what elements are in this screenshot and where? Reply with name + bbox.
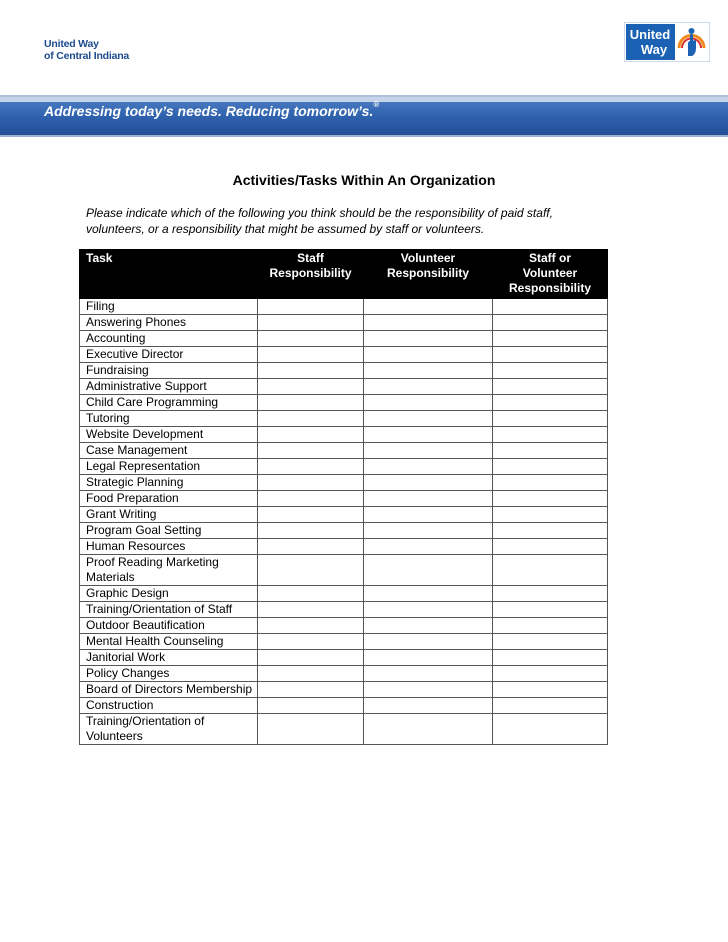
staff-cell[interactable] xyxy=(258,650,364,666)
volunteer-cell[interactable] xyxy=(364,347,493,363)
table-row xyxy=(80,507,608,523)
header-staff-line2: Responsibility xyxy=(269,266,352,280)
volunteer-cell[interactable] xyxy=(364,491,493,507)
staff-or-volunteer-cell[interactable] xyxy=(493,443,608,459)
task-cell: Mental Health Counseling xyxy=(80,634,258,650)
table-row xyxy=(80,539,608,555)
volunteer-cell[interactable] xyxy=(364,523,493,539)
table-row xyxy=(80,634,608,650)
task-cell: Graphic Design xyxy=(80,586,258,602)
volunteer-cell[interactable] xyxy=(364,507,493,523)
task-rows xyxy=(80,299,608,745)
column-header-staff-or-volunteer xyxy=(493,250,608,299)
table-row xyxy=(80,714,608,745)
instructions xyxy=(86,205,626,237)
staff-cell[interactable] xyxy=(258,299,364,315)
staff-cell[interactable] xyxy=(258,602,364,618)
staff-or-volunteer-cell[interactable] xyxy=(493,475,608,491)
table-row xyxy=(80,411,608,427)
header-volunteer-line2: Responsibility xyxy=(386,266,469,280)
column-header-task xyxy=(80,250,258,299)
table-row xyxy=(80,427,608,443)
volunteer-cell[interactable] xyxy=(364,698,493,714)
staff-or-volunteer-cell[interactable] xyxy=(493,331,608,347)
volunteer-cell[interactable] xyxy=(364,299,493,315)
volunteer-cell[interactable] xyxy=(364,411,493,427)
volunteer-cell[interactable] xyxy=(364,555,493,586)
volunteer-cell[interactable] xyxy=(364,539,493,555)
table-row xyxy=(80,347,608,363)
task-cell: Training/Orientation of Staff xyxy=(80,602,258,618)
staff-or-volunteer-cell[interactable] xyxy=(493,650,608,666)
staff-or-volunteer-cell[interactable] xyxy=(493,586,608,602)
task-cell: Website Development xyxy=(80,427,258,443)
page-title: Activities/Tasks Within An Organization xyxy=(232,172,496,188)
table-row xyxy=(80,682,608,698)
volunteer-cell[interactable] xyxy=(364,331,493,347)
table-row xyxy=(80,363,608,379)
staff-cell[interactable] xyxy=(258,475,364,491)
task-cell: Food Preparation xyxy=(80,491,258,507)
staff-or-volunteer-cell[interactable] xyxy=(493,602,608,618)
task-cell: Training/Orientation of Volunteers xyxy=(80,714,258,745)
staff-or-volunteer-cell[interactable] xyxy=(493,491,608,507)
volunteer-cell[interactable] xyxy=(364,395,493,411)
staff-cell[interactable] xyxy=(258,395,364,411)
task-cell: Fundraising xyxy=(80,363,258,379)
staff-or-volunteer-cell[interactable] xyxy=(493,395,608,411)
table-row xyxy=(80,491,608,507)
staff-or-volunteer-cell[interactable] xyxy=(493,555,608,586)
header-either-line2: Volunteer xyxy=(522,266,578,280)
staff-cell[interactable] xyxy=(258,443,364,459)
table-row xyxy=(80,650,608,666)
instructions-line1: Please indicate which of the following you think should be the responsibility of paid staff, xyxy=(86,206,553,220)
staff-cell[interactable] xyxy=(258,379,364,395)
volunteer-cell[interactable] xyxy=(364,363,493,379)
staff-or-volunteer-cell[interactable] xyxy=(493,347,608,363)
staff-cell[interactable] xyxy=(258,459,364,475)
volunteer-cell[interactable] xyxy=(364,666,493,682)
staff-or-volunteer-cell[interactable] xyxy=(493,411,608,427)
header-volunteer-line1: Volunteer xyxy=(400,251,456,265)
task-cell: Administrative Support xyxy=(80,379,258,395)
task-cell: Outdoor Beautification xyxy=(80,618,258,634)
staff-cell[interactable] xyxy=(258,618,364,634)
column-header-volunteer xyxy=(364,250,493,299)
task-cell: Grant Writing xyxy=(80,507,258,523)
staff-cell[interactable] xyxy=(258,714,364,745)
logo-text-line1: United xyxy=(629,27,671,42)
task-cell: Legal Representation xyxy=(80,459,258,475)
staff-or-volunteer-cell[interactable] xyxy=(493,634,608,650)
staff-or-volunteer-cell[interactable] xyxy=(493,299,608,315)
volunteer-cell[interactable] xyxy=(364,714,493,745)
staff-or-volunteer-cell[interactable] xyxy=(493,714,608,745)
org-name-line1: United Way xyxy=(44,38,99,50)
task-cell: Strategic Planning xyxy=(80,475,258,491)
task-cell: Answering Phones xyxy=(80,315,258,331)
staff-cell[interactable] xyxy=(258,315,364,331)
table-row xyxy=(80,315,608,331)
staff-cell[interactable] xyxy=(258,491,364,507)
volunteer-cell[interactable] xyxy=(364,586,493,602)
tagline-text: Addressing today’s needs. Reducing tomorrow’s. xyxy=(44,103,374,119)
table-row xyxy=(80,395,608,411)
volunteer-cell[interactable] xyxy=(364,682,493,698)
table-row xyxy=(80,602,608,618)
staff-or-volunteer-cell[interactable] xyxy=(493,698,608,714)
staff-or-volunteer-cell[interactable] xyxy=(493,618,608,634)
task-cell: Case Management xyxy=(80,443,258,459)
staff-cell[interactable] xyxy=(258,507,364,523)
org-name-line2: of Central Indiana xyxy=(44,50,130,62)
task-cell: Proof Reading Marketing Materials xyxy=(80,555,258,586)
staff-cell[interactable] xyxy=(258,555,364,586)
staff-or-volunteer-cell[interactable] xyxy=(493,507,608,523)
staff-cell[interactable] xyxy=(258,682,364,698)
registered-mark: ® xyxy=(373,100,380,109)
volunteer-cell[interactable] xyxy=(364,475,493,491)
staff-cell[interactable] xyxy=(258,427,364,443)
table-row xyxy=(80,443,608,459)
task-cell: Board of Directors Membership xyxy=(80,682,258,698)
volunteer-cell[interactable] xyxy=(364,315,493,331)
staff-or-volunteer-cell[interactable] xyxy=(493,379,608,395)
staff-cell[interactable] xyxy=(258,666,364,682)
staff-or-volunteer-cell[interactable] xyxy=(493,523,608,539)
header-staff-line1: Staff xyxy=(297,251,324,265)
table-row xyxy=(80,618,608,634)
volunteer-cell[interactable] xyxy=(364,427,493,443)
tagline xyxy=(44,100,380,119)
united-way-logo xyxy=(624,22,710,62)
volunteer-cell[interactable] xyxy=(364,602,493,618)
instructions-line2: volunteers, or a responsibility that might be assumed by staff or volunteers. xyxy=(86,222,485,236)
staff-cell[interactable] xyxy=(258,634,364,650)
staff-cell[interactable] xyxy=(258,539,364,555)
staff-cell[interactable] xyxy=(258,411,364,427)
staff-or-volunteer-cell[interactable] xyxy=(493,427,608,443)
task-cell: Filing xyxy=(80,299,258,315)
table-row xyxy=(80,666,608,682)
table-row xyxy=(80,299,608,315)
table-row xyxy=(80,555,608,586)
staff-or-volunteer-cell[interactable] xyxy=(493,682,608,698)
task-cell: Child Care Programming xyxy=(80,395,258,411)
column-header-staff xyxy=(258,250,364,299)
organization-name xyxy=(44,38,129,62)
table-row xyxy=(80,586,608,602)
staff-cell[interactable] xyxy=(258,698,364,714)
staff-or-volunteer-cell[interactable] xyxy=(493,315,608,331)
staff-or-volunteer-cell[interactable] xyxy=(493,539,608,555)
staff-or-volunteer-cell[interactable] xyxy=(493,666,608,682)
volunteer-cell[interactable] xyxy=(364,459,493,475)
task-cell: Accounting xyxy=(80,331,258,347)
staff-cell[interactable] xyxy=(258,586,364,602)
task-table xyxy=(79,249,608,745)
staff-or-volunteer-cell[interactable] xyxy=(493,459,608,475)
table-row xyxy=(80,475,608,491)
task-cell: Policy Changes xyxy=(80,666,258,682)
staff-cell[interactable] xyxy=(258,363,364,379)
table-header-row xyxy=(80,250,608,299)
task-cell: Construction xyxy=(80,698,258,714)
header-task-label: Task xyxy=(86,251,113,265)
header-either-line1: Staff or xyxy=(529,251,571,265)
volunteer-cell[interactable] xyxy=(364,634,493,650)
staff-cell[interactable] xyxy=(258,347,364,363)
volunteer-cell[interactable] xyxy=(364,650,493,666)
table-row xyxy=(80,331,608,347)
volunteer-cell[interactable] xyxy=(364,443,493,459)
staff-or-volunteer-cell[interactable] xyxy=(493,363,608,379)
task-cell: Program Goal Setting xyxy=(80,523,258,539)
logo-text-line2: Way xyxy=(640,42,668,57)
staff-cell[interactable] xyxy=(258,331,364,347)
task-cell: Tutoring xyxy=(80,411,258,427)
table-row xyxy=(80,459,608,475)
task-cell: Janitorial Work xyxy=(80,650,258,666)
table-row xyxy=(80,698,608,714)
task-cell: Executive Director xyxy=(80,347,258,363)
table-row xyxy=(80,379,608,395)
header-either-line3: Responsibility xyxy=(508,281,591,295)
table-row xyxy=(80,523,608,539)
staff-cell[interactable] xyxy=(258,523,364,539)
task-cell: Human Resources xyxy=(80,539,258,555)
volunteer-cell[interactable] xyxy=(364,618,493,634)
volunteer-cell[interactable] xyxy=(364,379,493,395)
